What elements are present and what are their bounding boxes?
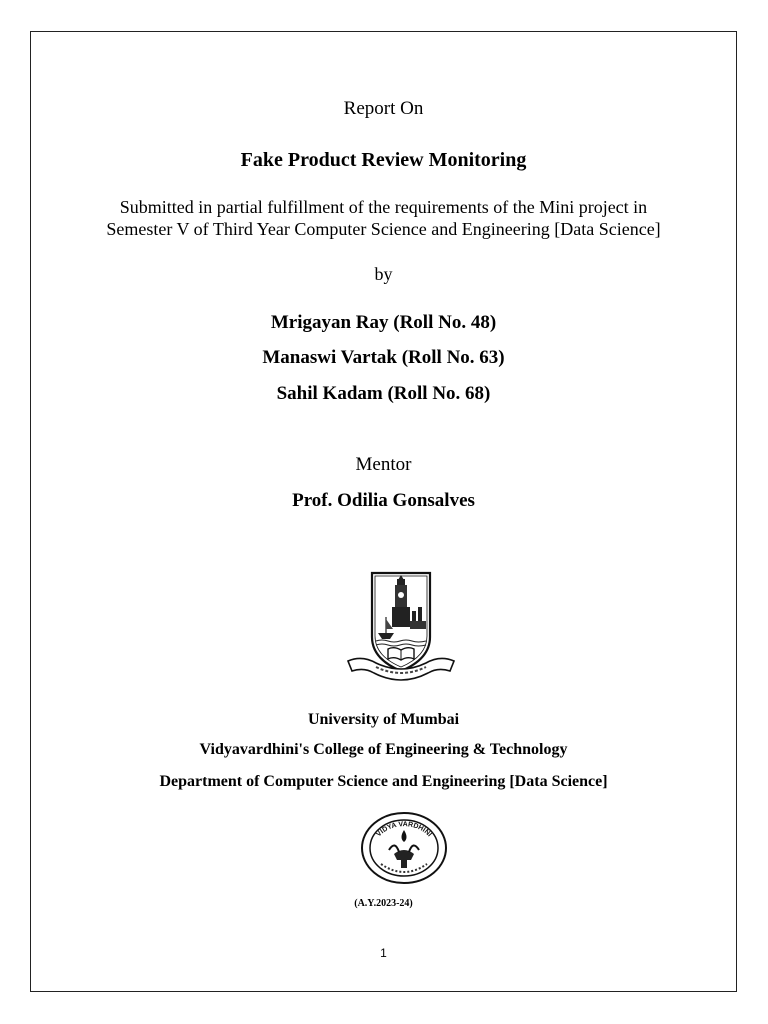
university-name: University of Mumbai <box>307 711 460 728</box>
submission-statement <box>30 196 737 240</box>
college-name: Vidyavardhini's College of Engineering & Technology <box>199 741 568 758</box>
by-label: by <box>374 264 393 284</box>
author-3: Sahil Kadam (Roll No. 68) <box>276 383 491 404</box>
university-crest-logo <box>342 567 460 687</box>
department-name: Department of Computer Science and Engineering [Data Science] <box>159 773 608 790</box>
report-title: Fake Product Review Monitoring <box>240 149 527 171</box>
page-number: 1 <box>380 946 387 960</box>
mentor-label: Mentor <box>355 454 412 475</box>
submission-line-1: Submitted in partial fulfillment of the requirements of the Mini project in <box>119 197 648 217</box>
author-2: Manaswi Vartak (Roll No. 63) <box>262 347 505 368</box>
academic-year: (A.Y.2023-24) <box>354 898 413 909</box>
college-emblem-text: VIDYA VARDHINI <box>375 821 433 839</box>
college-emblem-logo <box>359 810 449 886</box>
mentor-name: Prof. Odilia Gonsalves <box>292 490 475 511</box>
author-1: Mrigayan Ray (Roll No. 48) <box>270 312 497 333</box>
submission-line-2: Semester V of Third Year Computer Science and Engineering [Data Science] <box>106 219 661 239</box>
report-heading: Report On <box>343 98 424 119</box>
